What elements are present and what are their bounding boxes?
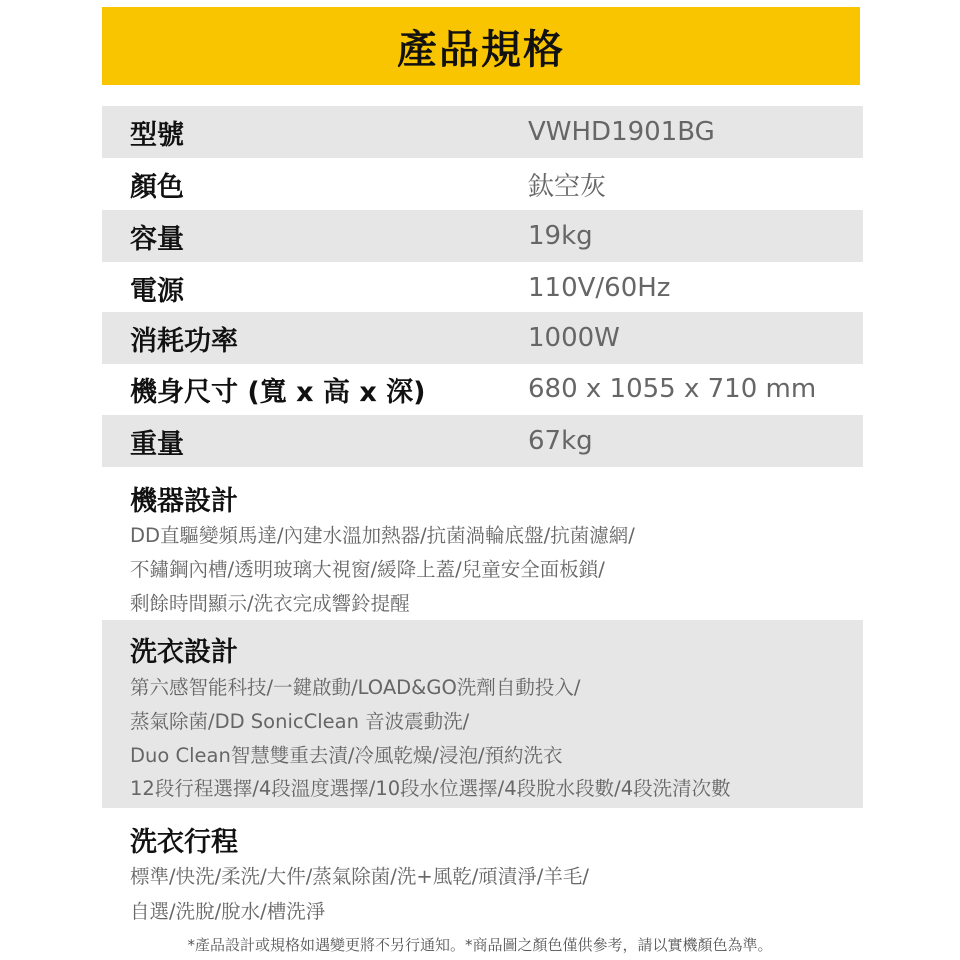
section-line: 不鏽鋼內槽/透明玻璃大視窗/緩降上蓋/兒童安全面板鎖/	[130, 558, 605, 581]
spec-row-weight	[102, 415, 863, 467]
spec-label: 電源	[130, 275, 184, 307]
spec-value: VWHD1901BG	[528, 117, 715, 147]
section-line: 標準/快洗/柔洗/大件/蒸氣除菌/洗+風乾/頑漬淨/羊毛/	[130, 865, 589, 888]
page-title: 產品規格	[397, 26, 565, 73]
section-title: 機器設計	[130, 486, 238, 517]
spec-label: 容量	[130, 223, 184, 255]
section-line: 剩餘時間顯示/洗衣完成響鈴提醒	[130, 592, 410, 615]
section-line: 第六感智能科技/一鍵啟動/LOAD&GO洗劑自動投入/	[130, 676, 581, 699]
spec-value: 110V/60Hz	[528, 273, 671, 303]
machine-design-section	[102, 467, 863, 620]
section-title: 洗衣行程	[130, 827, 238, 858]
spec-value: 19kg	[528, 221, 593, 251]
spec-row-model	[102, 106, 863, 158]
spec-label: 型號	[130, 119, 184, 151]
header-banner	[102, 7, 860, 85]
section-title: 洗衣設計	[130, 637, 238, 668]
spec-row-power-consumption	[102, 312, 863, 364]
wash-design-section	[102, 620, 863, 808]
section-line: 12段行程選擇/4段溫度選擇/10段水位選擇/4段脫水段數/4段洗清次數	[130, 777, 731, 800]
section-line: DD直驅變頻馬達/內建水溫加熱器/抗菌渦輪底盤/抗菌濾網/	[130, 524, 635, 547]
spec-label: 重量	[130, 428, 184, 460]
spec-value: 鈦空灰	[528, 171, 607, 202]
spec-value: 1000W	[528, 323, 620, 353]
spec-value: 680 x 1055 x 710 mm	[528, 374, 817, 404]
spec-label: 消耗功率	[130, 325, 238, 357]
section-line: Duo Clean智慧雙重去漬/冷風乾燥/浸泡/預約洗衣	[130, 744, 563, 767]
spec-row-capacity	[102, 210, 863, 262]
spec-label: 顏色	[130, 171, 184, 203]
footnote: *產品設計或規格如遇變更將不另行通知。*商品圖之顏色僅供參考，請以實機顏色為準。	[187, 936, 773, 954]
spec-label: 機身尺寸 (寬 x 高 x 深)	[130, 376, 426, 408]
spec-row-power-supply	[102, 262, 863, 314]
spec-row-dimensions	[102, 363, 863, 415]
spec-value: 67kg	[528, 426, 593, 456]
section-line: 蒸氣除菌/DD SonicClean 音波震動洗/	[130, 710, 470, 733]
wash-programs-section	[102, 808, 863, 926]
section-line: 自選/洗脫/脫水/槽洗淨	[130, 900, 326, 923]
spec-row-color	[102, 158, 863, 210]
